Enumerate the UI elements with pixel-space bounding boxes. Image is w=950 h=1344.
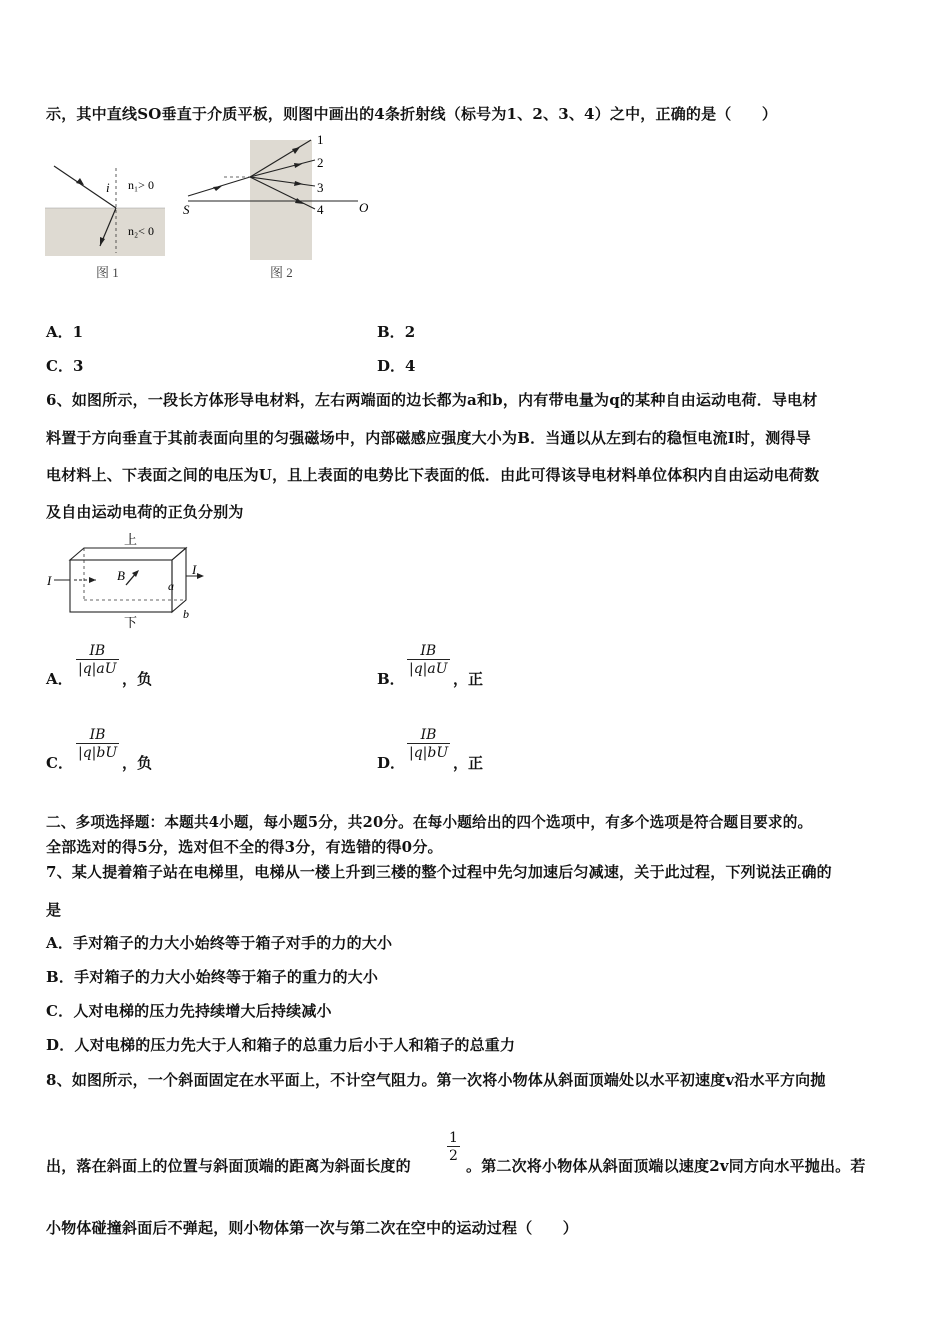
- q5-figure-2: [180, 133, 380, 283]
- q6-option-d-key: D．: [377, 754, 406, 772]
- q6-fig-b-label: b: [183, 607, 189, 621]
- q5-figure-1: [44, 158, 174, 283]
- q8-stem-line-2a: 出，落在斜面上的位置与斜面顶端的距离为斜面长度的: [46, 1157, 411, 1175]
- section-2-heading-line-1: 二、多项选择题：本题共4小题，每小题5分，共20分。在每小题给出的四个选项中，有多个选项是符合题目要求的。: [46, 814, 813, 831]
- q5-option-c: C．3: [46, 357, 84, 375]
- fig2-O-label: O: [359, 200, 369, 215]
- q6-fig-I-right: I: [192, 562, 197, 577]
- q6-option-b-sign: ，正: [453, 670, 484, 688]
- q6-fig-B-label: B: [117, 568, 125, 583]
- q5-stem: 示，其中直线SO垂直于介质平板，则图中画出的4条折射线（标号为1、2、3、4）之中，正确的是（ ）: [46, 105, 778, 123]
- q6-fig-a-label: a: [168, 579, 174, 593]
- q6-stem-line-4: 及自由运动电荷的正负分别为: [46, 503, 244, 521]
- q7-option-c: C．人对电梯的压力先持续增大后持续减小: [46, 1002, 332, 1020]
- q6-option-c-sign: ，负: [122, 754, 153, 772]
- q6-option-b-fraction: $\frac{IB}{|q|aU}$: [409, 643, 448, 677]
- q8-stem-line-2b: 。第二次将小物体从斜面顶端以速度2v同方向水平抛出。若: [466, 1157, 866, 1175]
- q6-fig-bottom-label: 下: [124, 615, 138, 630]
- q6-option-a-sign: ，负: [122, 670, 153, 688]
- q7-option-a: A．手对箱子的力大小始终等于箱子对手的力的大小: [46, 934, 393, 952]
- q7-stem-line-2: 是: [46, 901, 62, 919]
- fig1-n1-label: n₁> 0: [128, 178, 154, 192]
- fig1-caption: 图 1: [96, 265, 119, 280]
- fig2-S-label: S: [183, 202, 190, 217]
- q5-option-b: B．2: [377, 323, 416, 341]
- q6-option-a-fraction: $\frac{IB}{|q|aU}$: [78, 643, 117, 677]
- q6-fig-top-label: 上: [124, 532, 138, 547]
- q5-option-a: A．1: [46, 323, 84, 341]
- fig2-ray-4: 4: [317, 202, 324, 217]
- q8-stem-line-1: 8、如图所示，一个斜面固定在水平面上，不计空气阻力。第一次将小物体从斜面顶端处以水平初速度v沿水平方向抛: [46, 1071, 826, 1089]
- q8-fraction-half: $\frac{1}{2}$: [449, 1130, 458, 1164]
- fig2-caption: 图 2: [270, 265, 293, 280]
- fig2-ray-2: 2: [317, 155, 324, 170]
- fig2-ray-3: 3: [317, 180, 324, 195]
- q7-stem-line-1: 7、某人提着箱子站在电梯里，电梯从一楼上升到三楼的整个过程中先匀加速后匀减速，关于此过程，下列说法正确的: [46, 863, 832, 881]
- q6-option-b-key: B．: [377, 670, 405, 688]
- q6-option-d-sign: ，正: [453, 754, 484, 772]
- q6-option-c-key: C．: [46, 754, 73, 772]
- fig2-ray-1: 1: [317, 132, 324, 147]
- q5-option-d: D．4: [377, 357, 416, 375]
- q6-stem-line-1: 6、如图所示，一段长方体形导电材料，左右两端面的边长都为a和b，内有带电量为q的某种自由运动电荷．导电材: [46, 391, 818, 409]
- q6-fig-I-left: I: [47, 573, 52, 588]
- q8-stem-line-3: 小物体碰撞斜面后不弹起，则小物体第一次与第二次在空中的运动过程（ ）: [46, 1219, 579, 1237]
- q6-option-c-fraction: $\frac{IB}{|q|bU}$: [78, 727, 118, 761]
- q7-option-d: D．人对电梯的压力先大于人和箱子的总重力后小于人和箱子的总重力: [46, 1036, 516, 1054]
- q6-stem-line-2: 料置于方向垂直于其前表面向里的匀强磁场中，内部磁感应强度大小为B．当通以从左到右的稳恒电流I时，测得导: [46, 429, 811, 447]
- q7-option-b: B．手对箱子的力大小始终等于箱子的重力的大小: [46, 968, 379, 986]
- q6-option-a-key: A．: [46, 670, 73, 688]
- q6-option-d-fraction: $\frac{IB}{|q|bU}$: [409, 727, 449, 761]
- section-2-heading-line-2: 全部选对的得5分，选对但不全的得3分，有选错的得0分。: [46, 838, 443, 856]
- fig1-i-label: i: [106, 180, 110, 195]
- q6-conductor-figure: [44, 530, 214, 630]
- fig1-n2-label: n₂< 0: [128, 224, 154, 238]
- q6-stem-line-3: 电材料上、下表面之间的电压为U，且上表面的电势比下表面的低．由此可得该导电材料单位体积内自由运动电荷数: [46, 466, 820, 484]
